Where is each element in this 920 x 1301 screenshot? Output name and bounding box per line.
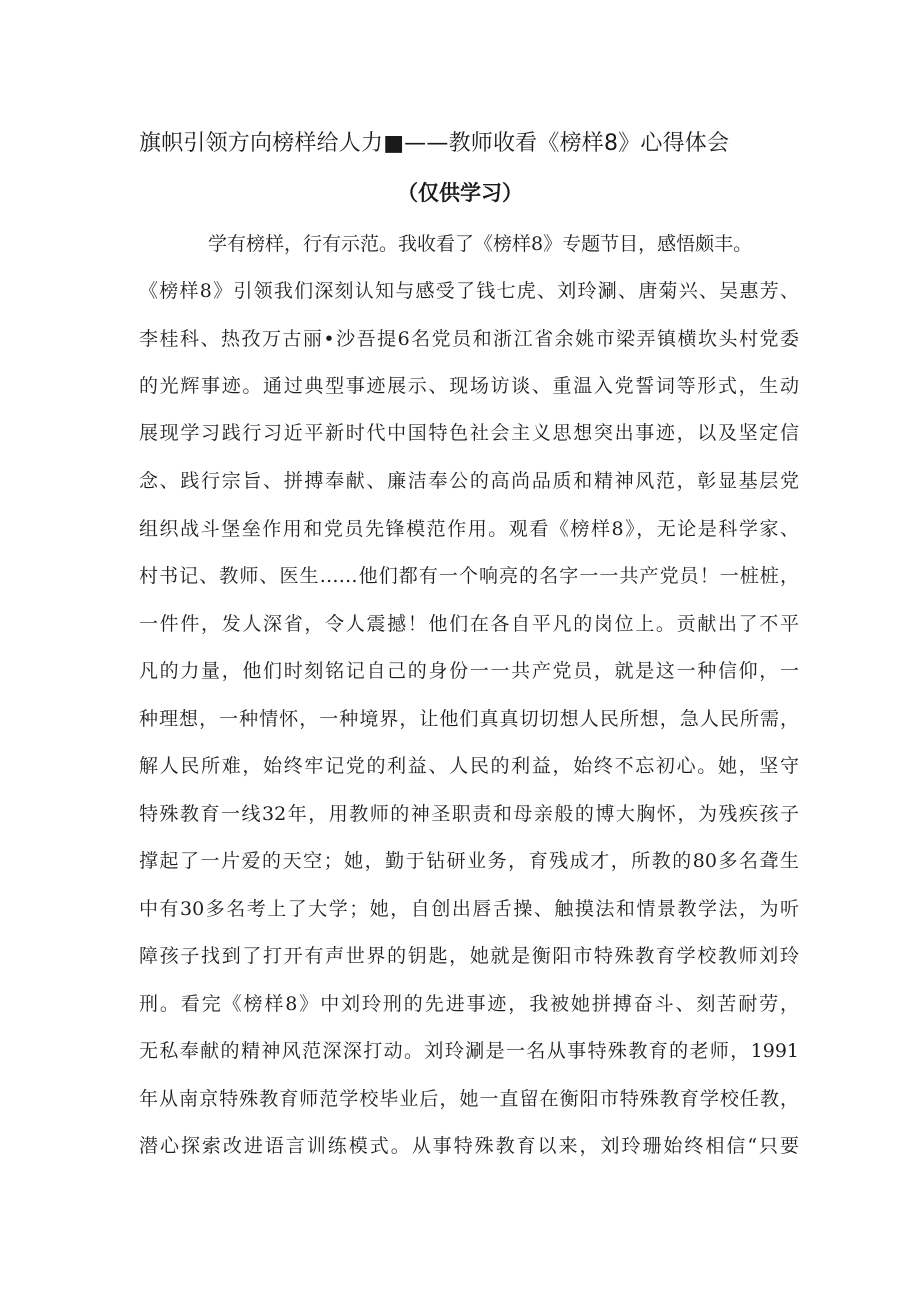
paragraph-line: 一件件，发人深省，令人震撼！他们在各自平凡的岗位上。贡献出了不平 <box>139 613 799 635</box>
document-subtitle: （仅供学习） <box>397 181 523 205</box>
paragraph-line: 组织战斗堡垒作用和党员先锋模范作用。观看《榜样8》，无论是科学家、 <box>139 518 799 540</box>
paragraph-line: 念、践行宗旨、拼搏奉献、廉洁奉公的高尚品质和精神风范，彰显基层党 <box>139 470 799 492</box>
paragraph-line: 李桂科、热孜万古丽•沙吾提6名党员和浙江省余姚市梁弄镇横坎头村党委 <box>139 328 799 350</box>
paragraph-line: 《榜样8》引领我们深刻认知与感受了钱七虎、刘玲涮、唐菊兴、吴惠芳、 <box>139 280 799 302</box>
paragraph-line: 村书记、教师、医生……他们都有一个响亮的名字一一共产党员！一桩桩， <box>139 565 799 587</box>
document-title: 旗帜引领方向榜样给人力■——教师收看《榜样8》心得体会 <box>139 131 730 156</box>
paragraph-line: 刑。看完《榜样8》中刘玲刑的先进事迹，我被她拼搏奋斗、刻苦耐劳， <box>139 993 799 1015</box>
paragraph-line: 潜心探索改进语言训练模式。从事特殊教育以来，刘玲珊始终相信“只要 <box>139 1135 799 1157</box>
paragraph-line: 解人民所难，始终牢记党的利益、人民的利益，始终不忘初心。她，坚守 <box>139 755 799 777</box>
paragraph-line: 撑起了一片爱的天空；她，勤于钻研业务，育残成才，所教的80多名聋生 <box>139 850 799 872</box>
paragraph-line: 种理想，一种情怀，一种境界，让他们真真切切想人民所想，急人民所需， <box>139 708 799 730</box>
paragraph-line: 展现学习践行习近平新时代中国特色社会主义思想突出事迹，以及坚定信 <box>139 422 799 444</box>
paragraph-line: 的光辉事迹。通过典型事迹展示、现场访谈、重温入党誓词等形式，生动 <box>139 375 799 397</box>
paragraph-line: 学有榜样，行有示范。我收看了《榜样8》专题节目，感悟颇丰。 <box>208 233 753 255</box>
paragraph-line: 障孩子找到了打开有声世界的钥匙，她就是衡阳市特殊教育学校教师刘玲 <box>139 945 799 967</box>
paragraph-line: 中有30多名考上了大学；她，自创出唇舌操、触摸法和情景教学法，为听 <box>139 898 799 920</box>
paragraph-line: 特殊教育一线32年，用教师的神圣职责和母亲般的博大胸怀，为残疾孩子 <box>139 803 799 825</box>
paragraph-line: 年从南京特殊教育师范学校毕业后，她一直留在衡阳市特殊教育学校任教， <box>139 1088 799 1110</box>
paragraph-line: 无私奉献的精神风范深深打动。刘玲涮是一名从事特殊教育的老师，1991 <box>139 1040 799 1062</box>
paragraph-line: 凡的力量，他们时刻铭记自己的身份一一共产党员，就是这一种信仰，一 <box>139 660 799 682</box>
